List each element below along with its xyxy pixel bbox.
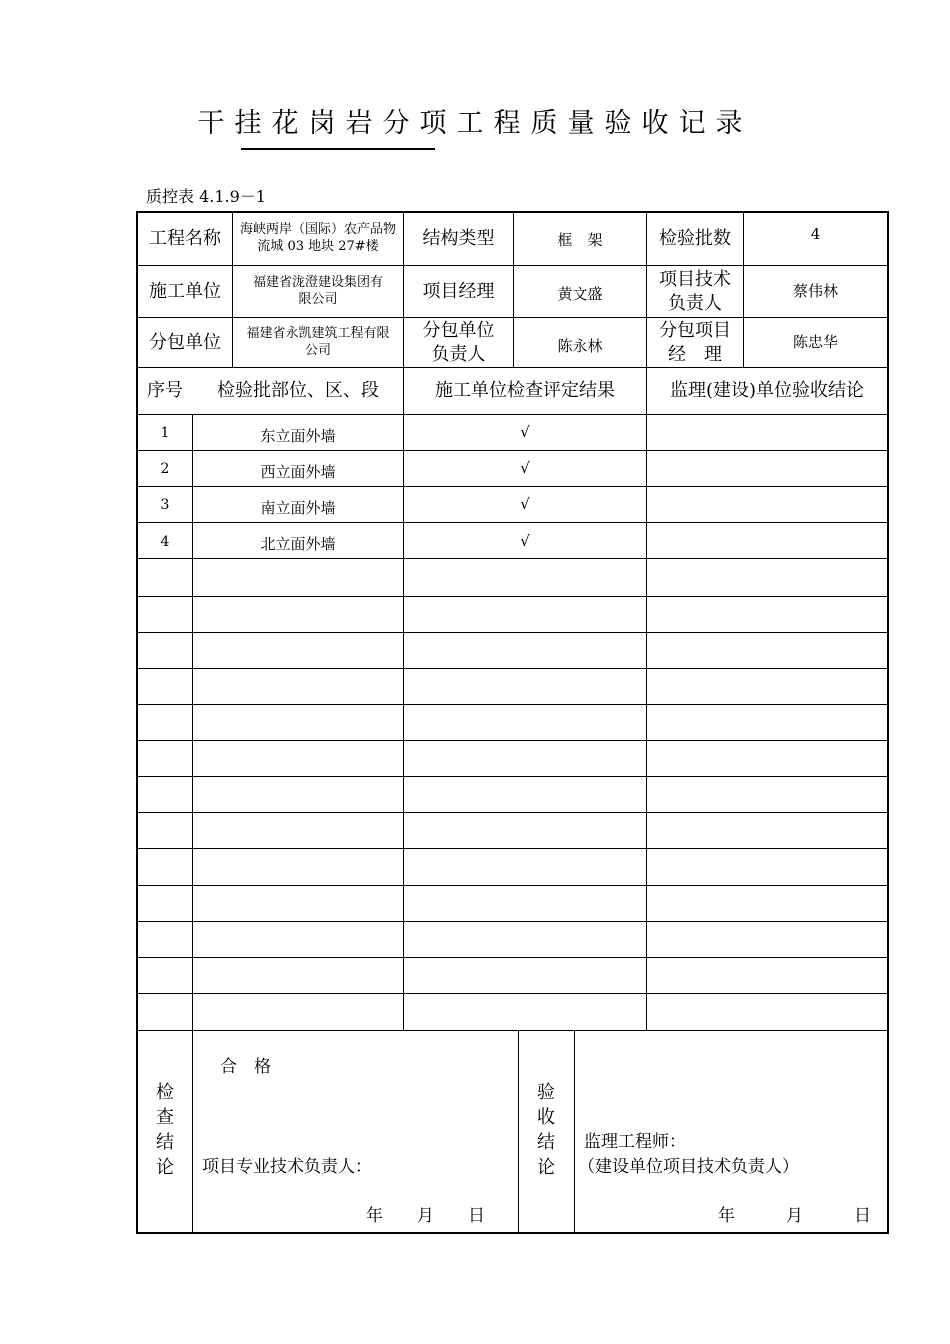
row-number: 2 — [160, 460, 170, 477]
check-result: 合 格 — [220, 1057, 271, 1077]
structure-type-value: 框 架 — [557, 231, 603, 250]
batch-count-value: 4 — [810, 225, 821, 244]
row-location: 东立面外墙 — [260, 427, 336, 446]
row-conclusion — [647, 492, 887, 518]
sub-lead-value: 陈永林 — [557, 336, 603, 355]
title-underline — [241, 148, 435, 150]
row-result: √ — [520, 423, 530, 442]
tech-lead-label: 项目技术负责人 — [659, 268, 731, 314]
project-name-label: 工程名称 — [149, 228, 221, 250]
row-conclusion — [647, 420, 887, 446]
page-title: 干挂花岗岩分项工程质量验收记录 — [197, 108, 753, 139]
col-header-location: 检验批部位、区、段 — [217, 380, 379, 402]
row-conclusion — [647, 529, 887, 555]
project-manager-label: 项目经理 — [422, 280, 495, 302]
subcontractor-label: 分包单位 — [149, 331, 221, 353]
supervisor-signer-label: 监理工程师： — [584, 1132, 686, 1152]
acceptance-date: 年 月 日 — [718, 1206, 871, 1226]
row-number: 1 — [160, 424, 170, 441]
structure-type-label: 结构类型 — [422, 228, 495, 250]
col-header-result: 施工单位检查评定结果 — [435, 380, 615, 402]
check-conclusion-label: 检查结论 — [156, 1082, 174, 1178]
project-manager-value: 黄文盛 — [557, 284, 603, 303]
row-location: 北立面外墙 — [260, 535, 336, 554]
acceptance-conclusion-label: 验收结论 — [537, 1082, 555, 1178]
sub-lead-label: 分包单位负责人 — [422, 319, 495, 365]
sub-manager-label: 分包项目经 理 — [659, 319, 731, 365]
project-name-value: 海峡两岸（国际）农产品物流城 03 地块 27#楼 — [239, 222, 396, 254]
row-location: 南立面外墙 — [260, 499, 336, 518]
check-signer-label: 项目专业技术负责人： — [202, 1157, 372, 1177]
sub-manager-value: 陈忠华 — [792, 332, 838, 351]
check-date: 年 月 日 — [366, 1206, 485, 1226]
constructor-value: 福建省泷澄建设集团有限公司 — [252, 274, 383, 307]
batch-count-label: 检验批数 — [659, 228, 731, 250]
tech-lead-value: 蔡伟林 — [792, 281, 838, 300]
row-result: √ — [520, 495, 530, 514]
row-location: 西立面外墙 — [260, 463, 336, 482]
row-conclusion — [647, 456, 887, 482]
owner-tech-lead-label: （建设单位项目技术负责人） — [578, 1157, 799, 1177]
col-header-conclusion: 监理(建设)单位验收结论 — [669, 380, 865, 402]
col-header-no: 序号 — [147, 380, 183, 402]
form-code: 质控表 4.1.9－1 — [146, 187, 266, 206]
row-result: √ — [520, 459, 530, 478]
subcontractor-value: 福建省永凯建筑工程有限公司 — [246, 325, 390, 358]
constructor-label: 施工单位 — [149, 280, 221, 302]
row-number: 4 — [160, 533, 170, 550]
row-number: 3 — [160, 496, 170, 513]
row-result: √ — [520, 532, 530, 551]
